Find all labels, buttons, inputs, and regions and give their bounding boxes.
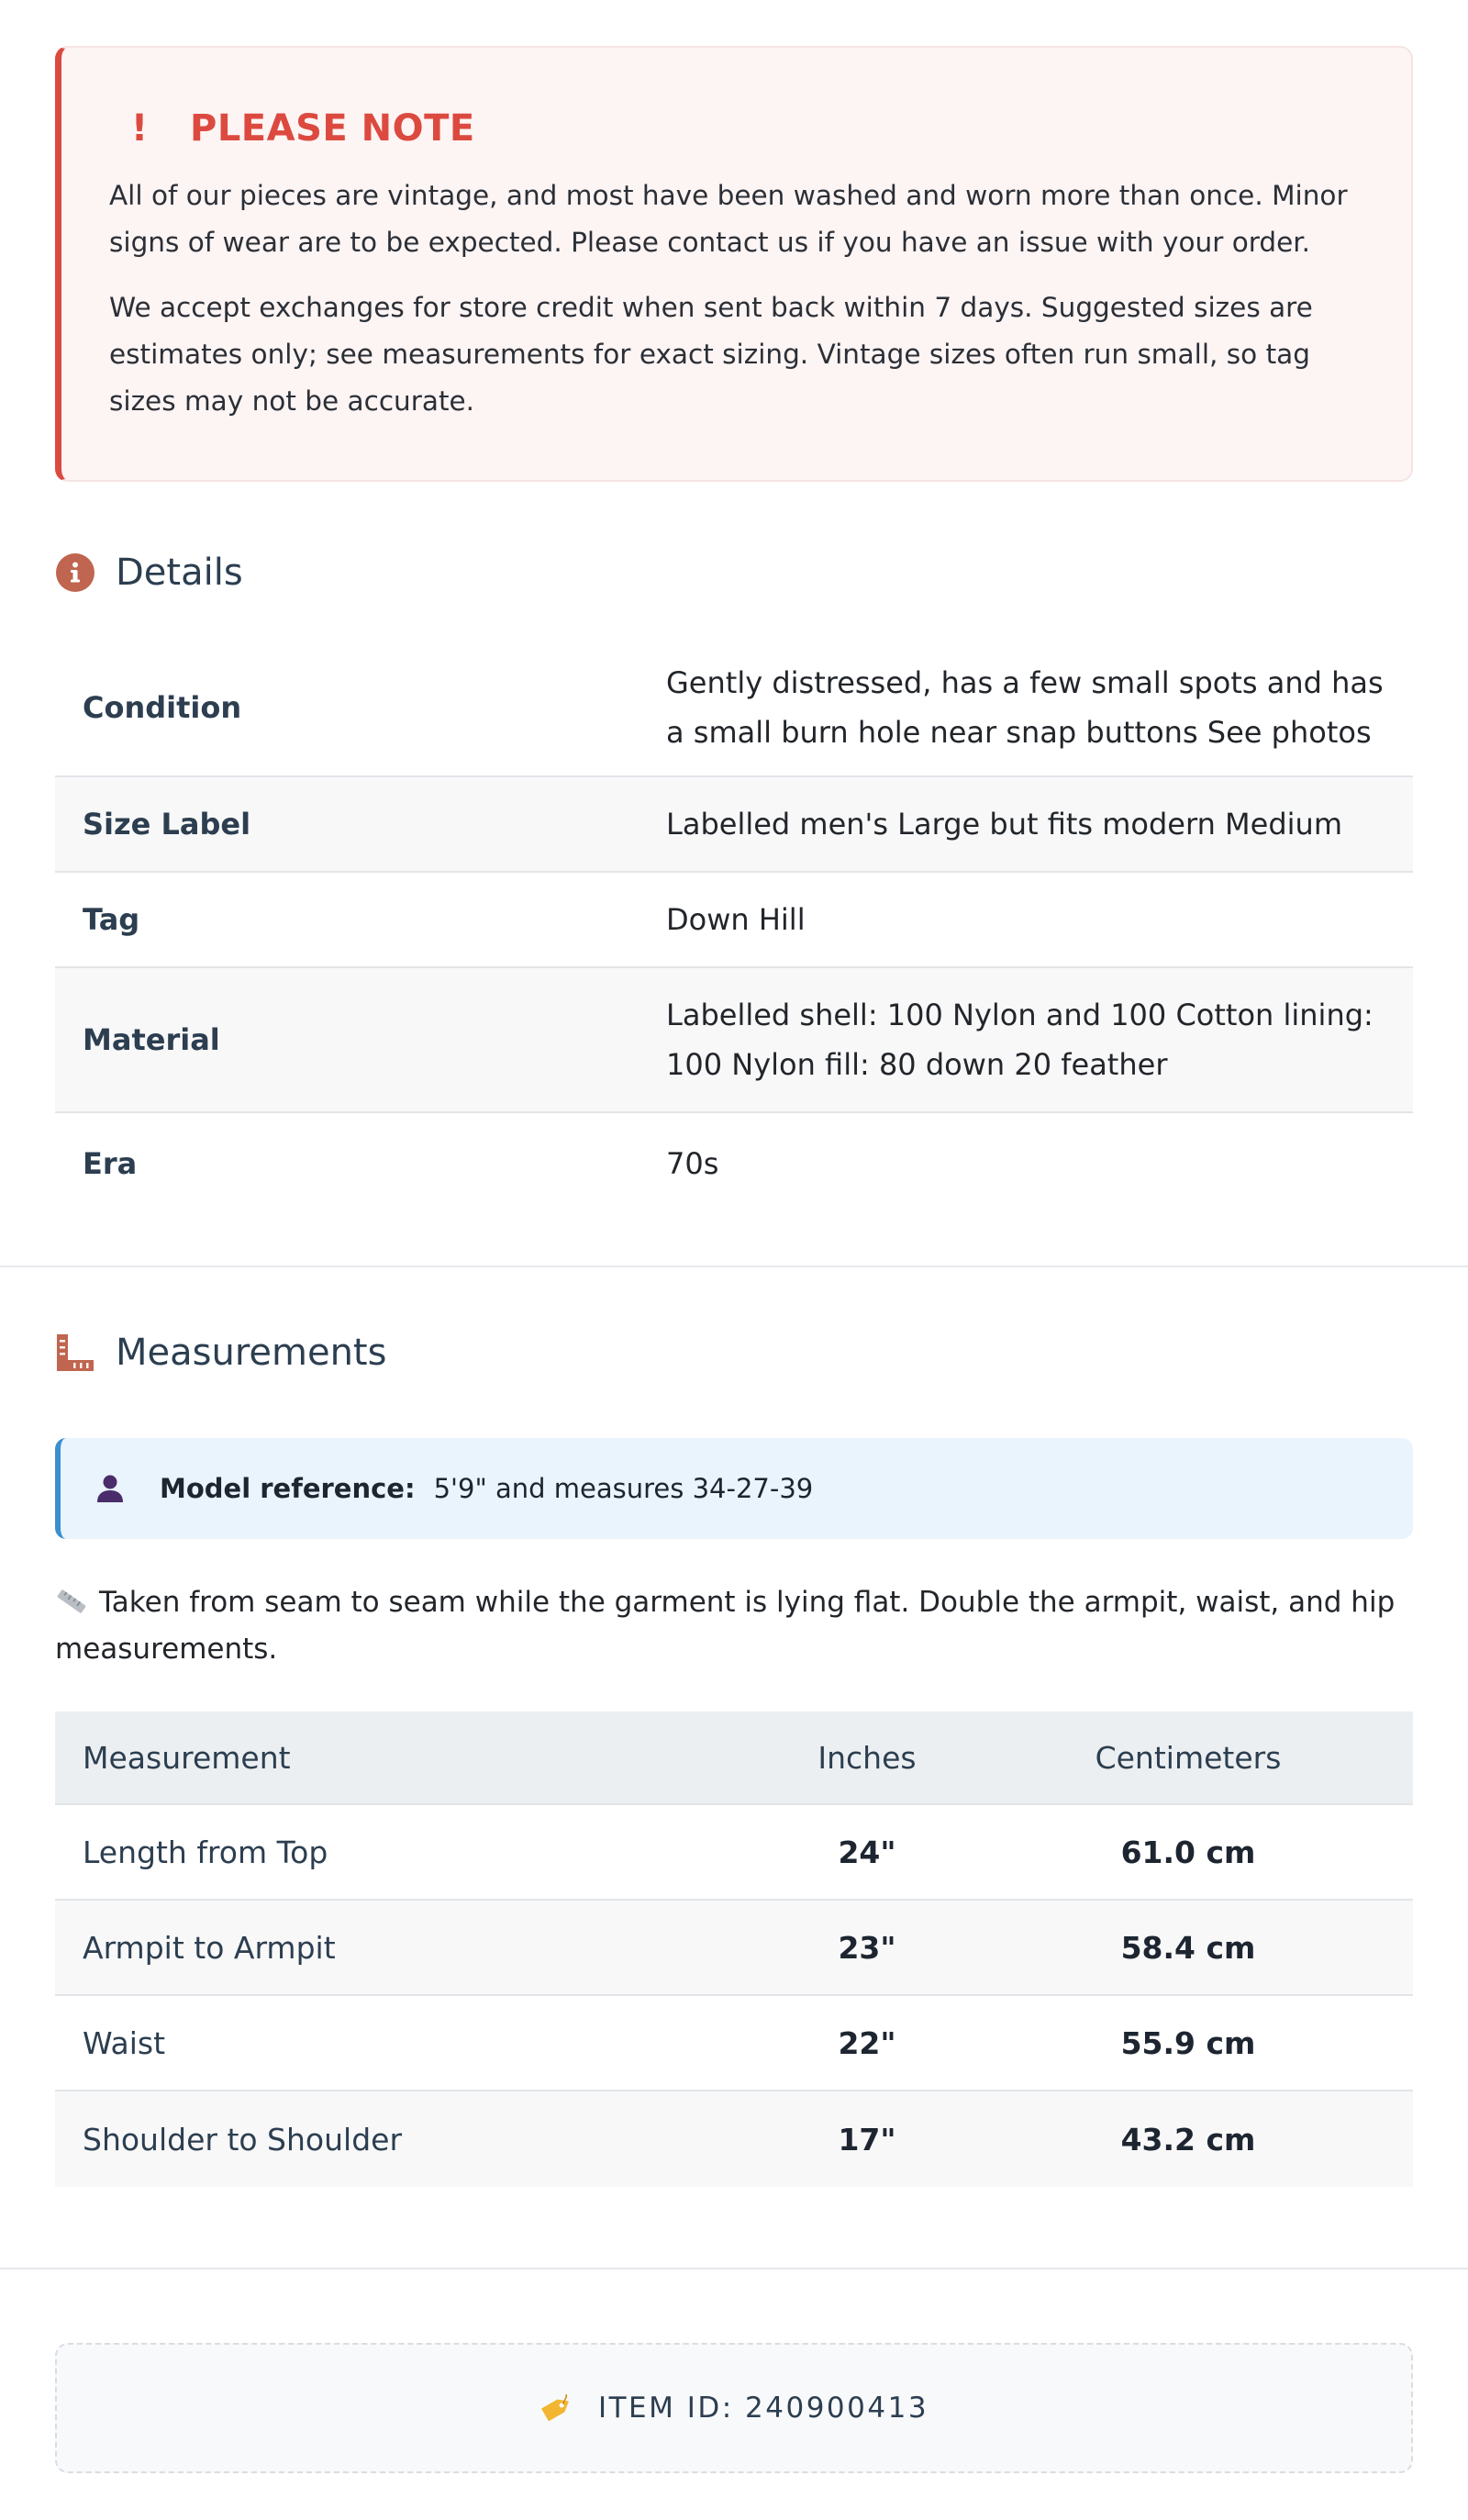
column-header-inches: Inches [817,1739,917,1776]
details-value: Gently distressed, has a few small spots and has a small burn hole near snap buttons See photos [666,665,1384,750]
details-row [55,777,1413,873]
measurement-inches: 23" [838,1929,896,1966]
product-info-page [0,46,1468,2473]
details-row [55,968,1413,1113]
measurement-name: Shoulder to Shoulder [83,2121,403,2158]
notice-title: PLEASE NOTE [190,107,475,150]
notice-header [109,105,1363,152]
measurement-inches: 24" [838,1834,896,1870]
measurement-note-text: Taken from seam to seam while the garment is lying flat. Double the armpit, waist, and hip measurements. [55,1586,1396,1666]
section-divider [0,1266,1468,1267]
details-value: Down Hill [666,902,806,937]
details-value: 70s [666,1146,719,1181]
please-note-callout [55,46,1413,482]
table-header-row [55,1712,1413,1805]
model-reference-label: Model reference: [160,1473,416,1504]
measurement-inches: 22" [838,2024,896,2061]
measurement-cm: 58.4 cm [1120,1929,1256,1966]
details-value: Labelled men's Large but fits modern Medium [666,807,1342,842]
tag-icon [539,2392,574,2424]
column-header-centimeters: Centimeters [1095,1739,1282,1776]
user-icon [95,1474,125,1503]
measurements-table [55,1712,1413,2187]
measurement-name: Length from Top [83,1834,328,1870]
table-row [55,1805,1413,1901]
exclamation-icon: ! [130,107,149,150]
item-id-box [55,2343,1413,2473]
model-reference-box [55,1438,1413,1539]
measurement-cm: 55.9 cm [1120,2024,1256,2061]
info-circle-icon [55,552,95,593]
measurement-note [55,1579,1413,1673]
measurement-cm: 43.2 cm [1120,2121,1256,2158]
details-header [55,550,1413,596]
details-label: Tag [83,902,140,937]
details-value: Labelled shell: 100 Nylon and 100 Cotton lining: 100 Nylon fill: 80 down 20 feather [666,998,1373,1082]
measurements-header [55,1330,1413,1376]
details-label: Size Label [83,807,251,842]
column-header-measurement: Measurement [83,1739,291,1776]
table-row [55,2091,1413,2187]
measurements-title: Measurements [116,1332,387,1374]
details-row [55,640,1413,777]
details-table [55,640,1413,1214]
measurement-name: Waist [83,2024,166,2061]
details-row [55,1113,1413,1214]
ruler-icon [55,1583,88,1611]
table-row [55,1901,1413,1996]
details-label: Era [83,1146,138,1181]
model-reference-value: 5'9" and measures 34-27-39 [433,1473,814,1504]
details-label: Condition [83,690,242,725]
details-label: Material [83,1022,220,1057]
measurement-cm: 61.0 cm [1120,1834,1256,1870]
measurement-name: Armpit to Armpit [83,1929,336,1966]
notice-paragraph: We accept exchanges for store credit when sent back within 7 days. Suggested sizes are estimates only; see measurements for exact sizing. Vintage sizes often run small, so tag sizes may not be accurate. [109,292,1313,417]
table-row [55,1996,1413,2091]
details-row [55,873,1413,968]
details-title: Details [116,552,243,594]
measurement-inches: 17" [838,2121,896,2158]
notice-paragraph: All of our pieces are vintage, and most have been washed and worn more than once. Minor signs of wear are to be expected. Please contact us if you have an issue with your order. [109,180,1348,258]
section-divider [0,2268,1468,2269]
ruler-combined-icon [55,1332,95,1373]
item-id-text: ITEM ID: 240900413 [597,2392,929,2425]
